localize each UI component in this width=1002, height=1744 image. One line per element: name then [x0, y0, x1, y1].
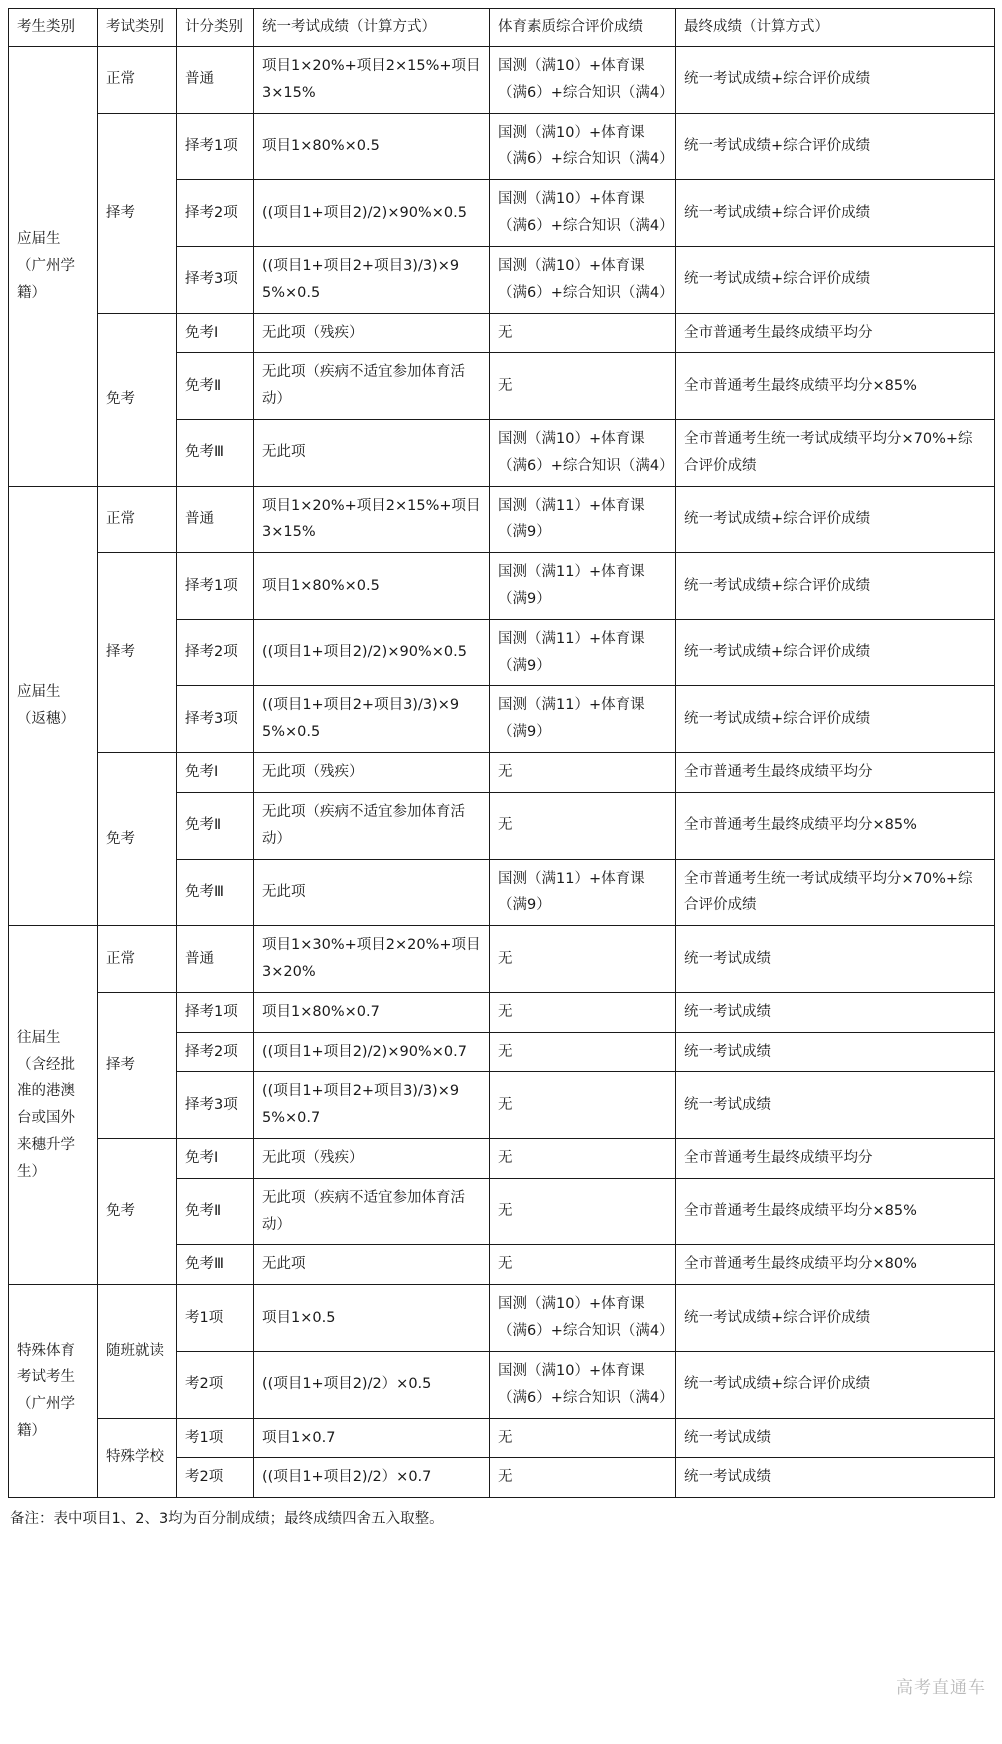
cell-candidate-category: 特殊体育考试考生（广州学籍） [9, 1285, 98, 1498]
cell-unified-score: 无此项 [254, 419, 490, 486]
cell-comprehensive-score: 无 [490, 792, 676, 859]
cell-final-score: 统一考试成绩+综合评价成绩 [676, 486, 995, 553]
cell-unified-score: 无此项（残疾） [254, 1139, 490, 1179]
cell-final-score: 统一考试成绩+综合评价成绩 [676, 686, 995, 753]
cell-final-score: 统一考试成绩+综合评价成绩 [676, 180, 995, 247]
cell-score-category: 免考Ⅱ [177, 353, 254, 420]
cell-score-category: 免考Ⅲ [177, 419, 254, 486]
cell-comprehensive-score: 无 [490, 1139, 676, 1179]
column-header-unified-score: 统一考试成绩（计算方式） [254, 9, 490, 47]
cell-unified-score: ((项目1+项目2+项目3)/3)×95%×0.5 [254, 246, 490, 313]
cell-score-category: 择考3项 [177, 686, 254, 753]
cell-comprehensive-score: 国测（满10）+体育课（满6）+综合知识（满4） [490, 47, 676, 114]
cell-score-category: 免考Ⅰ [177, 753, 254, 793]
cell-exam-category: 正常 [98, 486, 177, 553]
cell-score-category: 免考Ⅲ [177, 859, 254, 926]
table-row [9, 1418, 995, 1458]
column-header-exam-category: 考试类别 [98, 9, 177, 47]
cell-comprehensive-score: 无 [490, 1072, 676, 1139]
cell-final-score: 统一考试成绩+综合评价成绩 [676, 1351, 995, 1418]
table-header [9, 9, 995, 47]
cell-unified-score: ((项目1+项目2+项目3)/3)×95%×0.5 [254, 686, 490, 753]
cell-unified-score: ((项目1+项目2)/2)×90%×0.5 [254, 619, 490, 686]
cell-final-score: 全市普通考生最终成绩平均分 [676, 313, 995, 353]
cell-unified-score: ((项目1+项目2)/2）×0.7 [254, 1458, 490, 1498]
cell-unified-score: 项目1×20%+项目2×15%+项目3×15% [254, 486, 490, 553]
cell-comprehensive-score: 无 [490, 313, 676, 353]
cell-unified-score: 项目1×20%+项目2×15%+项目3×15% [254, 47, 490, 114]
cell-comprehensive-score: 国测（满10）+体育课（满6）+综合知识（满4） [490, 113, 676, 180]
cell-final-score: 全市普通考生最终成绩平均分×80% [676, 1245, 995, 1285]
cell-exam-category: 随班就读 [98, 1285, 177, 1418]
cell-unified-score: ((项目1+项目2)/2)×90%×0.7 [254, 1032, 490, 1072]
cell-score-category: 免考Ⅱ [177, 792, 254, 859]
table-footnote: 备注：表中项目1、2、3均为百分制成绩；最终成绩四舍五入取整。 [10, 1511, 444, 1528]
cell-final-score: 全市普通考生最终成绩平均分 [676, 753, 995, 793]
column-header-score-category: 计分类别 [177, 9, 254, 47]
cell-score-category: 普通 [177, 47, 254, 114]
cell-candidate-category: 应届生（返穗） [9, 486, 98, 926]
cell-score-category: 择考3项 [177, 1072, 254, 1139]
cell-comprehensive-score: 国测（满10）+体育课（满6）+综合知识（满4） [490, 1351, 676, 1418]
cell-comprehensive-score: 国测（满10）+体育课（满6）+综合知识（满4） [490, 419, 676, 486]
cell-comprehensive-score: 国测（满11）+体育课（满9） [490, 486, 676, 553]
cell-comprehensive-score: 无 [490, 753, 676, 793]
column-header-comprehensive-score: 体育素质综合评价成绩 [490, 9, 676, 47]
cell-final-score: 统一考试成绩 [676, 926, 995, 993]
cell-score-category: 择考2项 [177, 619, 254, 686]
table-row [9, 486, 995, 553]
table-row [9, 47, 995, 114]
cell-score-category: 免考Ⅰ [177, 313, 254, 353]
cell-score-category: 免考Ⅲ [177, 1245, 254, 1285]
cell-final-score: 统一考试成绩+综合评价成绩 [676, 113, 995, 180]
cell-exam-category: 免考 [98, 1139, 177, 1285]
cell-unified-score: 项目1×80%×0.5 [254, 113, 490, 180]
cell-unified-score: 项目1×80%×0.5 [254, 553, 490, 620]
cell-unified-score: 无此项（疾病不适宜参加体育活动） [254, 353, 490, 420]
cell-final-score: 统一考试成绩 [676, 1418, 995, 1458]
cell-score-category: 择考1项 [177, 113, 254, 180]
cell-unified-score: 无此项 [254, 859, 490, 926]
cell-score-category: 择考2项 [177, 180, 254, 247]
table-row [9, 1285, 995, 1352]
cell-final-score: 统一考试成绩 [676, 1032, 995, 1072]
cell-final-score: 全市普通考生统一考试成绩平均分×70%+综合评价成绩 [676, 419, 995, 486]
cell-score-category: 免考Ⅱ [177, 1178, 254, 1245]
cell-final-score: 统一考试成绩+综合评价成绩 [676, 47, 995, 114]
cell-unified-score: 项目1×80%×0.7 [254, 992, 490, 1032]
table-row [9, 553, 995, 620]
cell-comprehensive-score: 无 [490, 1178, 676, 1245]
cell-unified-score: 无此项（残疾） [254, 313, 490, 353]
cell-final-score: 统一考试成绩 [676, 1458, 995, 1498]
cell-unified-score: 无此项（疾病不适宜参加体育活动） [254, 1178, 490, 1245]
cell-candidate-category: 应届生（广州学籍） [9, 47, 98, 487]
cell-exam-category: 免考 [98, 753, 177, 926]
cell-score-category: 考1项 [177, 1285, 254, 1352]
table-body [9, 47, 995, 1498]
cell-final-score: 统一考试成绩 [676, 1072, 995, 1139]
cell-final-score: 全市普通考生最终成绩平均分×85% [676, 353, 995, 420]
cell-final-score: 统一考试成绩+综合评价成绩 [676, 1285, 995, 1352]
cell-score-category: 考2项 [177, 1458, 254, 1498]
cell-unified-score: 无此项（残疾） [254, 753, 490, 793]
cell-comprehensive-score: 国测（满10）+体育课（满6）+综合知识（满4） [490, 246, 676, 313]
cell-comprehensive-score: 无 [490, 1245, 676, 1285]
cell-comprehensive-score: 国测（满11）+体育课（满9） [490, 686, 676, 753]
cell-unified-score: 项目1×30%+项目2×20%+项目3×20% [254, 926, 490, 993]
table-row [9, 753, 995, 793]
watermark-label: 高考直通车 [896, 1678, 986, 1698]
table-row [9, 1139, 995, 1179]
cell-exam-category: 正常 [98, 47, 177, 114]
cell-unified-score: 项目1×0.7 [254, 1418, 490, 1458]
cell-exam-category: 择考 [98, 553, 177, 753]
cell-score-category: 择考2项 [177, 1032, 254, 1072]
cell-score-category: 免考Ⅰ [177, 1139, 254, 1179]
table-row [9, 113, 995, 180]
cell-score-category: 普通 [177, 926, 254, 993]
table-row [9, 926, 995, 993]
cell-comprehensive-score: 国测（满10）+体育课（满6）+综合知识（满4） [490, 1285, 676, 1352]
cell-final-score: 统一考试成绩 [676, 992, 995, 1032]
cell-exam-category: 特殊学校 [98, 1418, 177, 1498]
cell-comprehensive-score: 无 [490, 353, 676, 420]
table-row [9, 992, 995, 1032]
cell-comprehensive-score: 无 [490, 926, 676, 993]
cell-comprehensive-score: 无 [490, 1032, 676, 1072]
cell-comprehensive-score: 国测（满11）+体育课（满9） [490, 553, 676, 620]
cell-unified-score: ((项目1+项目2)/2)×90%×0.5 [254, 180, 490, 247]
grade-calculation-table [8, 8, 995, 1498]
cell-comprehensive-score: 国测（满11）+体育课（满9） [490, 859, 676, 926]
cell-final-score: 全市普通考生最终成绩平均分 [676, 1139, 995, 1179]
cell-comprehensive-score: 无 [490, 1458, 676, 1498]
cell-unified-score: ((项目1+项目2)/2）×0.5 [254, 1351, 490, 1418]
cell-final-score: 全市普通考生最终成绩平均分×85% [676, 792, 995, 859]
cell-final-score: 统一考试成绩+综合评价成绩 [676, 619, 995, 686]
cell-exam-category: 正常 [98, 926, 177, 993]
table-row [9, 313, 995, 353]
cell-unified-score: 无此项 [254, 1245, 490, 1285]
cell-final-score: 统一考试成绩+综合评价成绩 [676, 553, 995, 620]
cell-exam-category: 择考 [98, 113, 177, 313]
cell-comprehensive-score: 国测（满10）+体育课（满6）+综合知识（满4） [490, 180, 676, 247]
cell-comprehensive-score: 无 [490, 1418, 676, 1458]
cell-final-score: 全市普通考生最终成绩平均分×85% [676, 1178, 995, 1245]
cell-score-category: 择考1项 [177, 992, 254, 1032]
column-header-final-score: 最终成绩（计算方式） [676, 9, 995, 47]
cell-exam-category: 择考 [98, 992, 177, 1138]
cell-score-category: 考2项 [177, 1351, 254, 1418]
cell-score-category: 择考3项 [177, 246, 254, 313]
cell-unified-score: ((项目1+项目2+项目3)/3)×95%×0.7 [254, 1072, 490, 1139]
cell-score-category: 择考1项 [177, 553, 254, 620]
cell-score-category: 考1项 [177, 1418, 254, 1458]
table-header-row [9, 9, 995, 47]
cell-comprehensive-score: 无 [490, 992, 676, 1032]
cell-unified-score: 项目1×0.5 [254, 1285, 490, 1352]
cell-unified-score: 无此项（疾病不适宜参加体育活动） [254, 792, 490, 859]
cell-exam-category: 免考 [98, 313, 177, 486]
cell-final-score: 统一考试成绩+综合评价成绩 [676, 246, 995, 313]
column-header-candidate-category: 考生类别 [9, 9, 98, 47]
cell-score-category: 普通 [177, 486, 254, 553]
cell-candidate-category: 往届生（含经批准的港澳台或国外来穗升学生） [9, 926, 98, 1285]
cell-final-score: 全市普通考生统一考试成绩平均分×70%+综合评价成绩 [676, 859, 995, 926]
cell-comprehensive-score: 国测（满11）+体育课（满9） [490, 619, 676, 686]
